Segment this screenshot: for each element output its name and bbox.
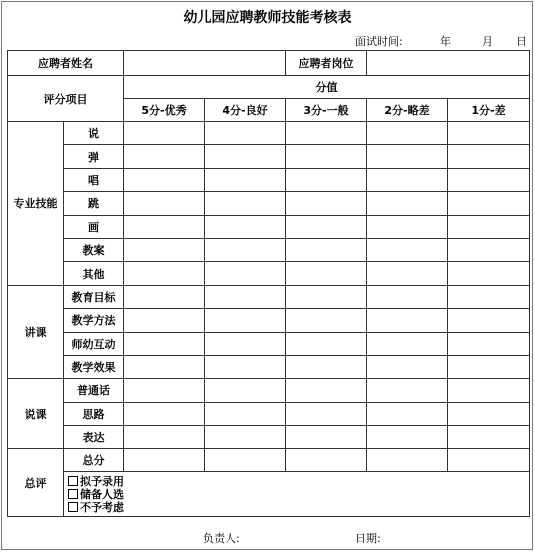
score-cell[interactable] <box>124 145 205 168</box>
score-cell[interactable] <box>205 309 286 332</box>
score-cell[interactable] <box>367 238 448 261</box>
item-row <box>8 309 530 332</box>
score-cell[interactable] <box>124 238 205 261</box>
score-cell[interactable] <box>367 355 448 378</box>
decision-options <box>64 472 530 517</box>
item-label: 画 <box>64 215 124 238</box>
item-row <box>8 332 530 355</box>
score-cell[interactable] <box>448 262 530 285</box>
item-row <box>8 168 530 191</box>
applicant-name-label: 应聘者姓名 <box>8 51 124 76</box>
score-cell[interactable] <box>124 168 205 191</box>
applicant-name-field[interactable] <box>124 51 286 76</box>
score-cell[interactable] <box>205 285 286 308</box>
item-label: 教学方法 <box>64 309 124 332</box>
section-label: 讲课 <box>8 285 64 379</box>
score-cell[interactable] <box>286 262 367 285</box>
score-level-5: 5分-优秀 <box>124 99 205 122</box>
item-label: 弹 <box>64 145 124 168</box>
assessment-table <box>7 50 530 517</box>
item-label: 教学效果 <box>64 355 124 378</box>
total-score-label: 总分 <box>64 449 124 472</box>
item-row <box>8 285 530 308</box>
interview-day-label: 日 <box>516 35 527 48</box>
item-row <box>8 192 530 215</box>
score-cell[interactable] <box>124 262 205 285</box>
item-label: 教育目标 <box>64 285 124 308</box>
decision-option-reserve[interactable]: 储备人选 <box>68 488 529 501</box>
score-cell[interactable] <box>448 426 530 449</box>
score-cell[interactable] <box>286 355 367 378</box>
score-cell[interactable] <box>448 168 530 191</box>
score-cell[interactable] <box>448 238 530 261</box>
item-row <box>8 262 530 285</box>
score-cell[interactable] <box>367 332 448 355</box>
section-label: 说课 <box>8 379 64 449</box>
score-cell[interactable] <box>448 122 530 145</box>
score-cell[interactable] <box>367 309 448 332</box>
score-cell[interactable] <box>205 402 286 425</box>
date-label: 日期: <box>355 532 381 545</box>
item-row <box>8 145 530 168</box>
total-score-row <box>8 449 530 472</box>
score-cell[interactable] <box>124 332 205 355</box>
score-cell[interactable] <box>205 238 286 261</box>
score-header-row <box>8 76 530 99</box>
score-cell[interactable] <box>286 168 367 191</box>
score-cell[interactable] <box>448 192 530 215</box>
score-cell[interactable] <box>286 426 367 449</box>
applicant-row <box>8 51 530 76</box>
score-cell[interactable] <box>124 309 205 332</box>
checkbox-icon[interactable] <box>68 502 78 512</box>
score-cell[interactable] <box>205 332 286 355</box>
score-cell[interactable] <box>367 168 448 191</box>
score-cell[interactable] <box>205 192 286 215</box>
score-cell[interactable] <box>448 309 530 332</box>
score-cell[interactable] <box>367 145 448 168</box>
score-cell[interactable] <box>367 262 448 285</box>
item-label: 教案 <box>64 238 124 261</box>
score-cell[interactable] <box>124 426 205 449</box>
score-cell[interactable] <box>286 379 367 402</box>
score-cell[interactable] <box>448 332 530 355</box>
score-cell[interactable] <box>367 285 448 308</box>
score-cell[interactable] <box>286 402 367 425</box>
score-cell[interactable] <box>205 122 286 145</box>
score-level-3: 3分-一般 <box>286 99 367 122</box>
score-cell[interactable] <box>286 238 367 261</box>
score-cell[interactable] <box>286 309 367 332</box>
score-cell[interactable] <box>124 402 205 425</box>
item-label: 说 <box>64 122 124 145</box>
score-cell[interactable] <box>124 449 205 472</box>
decision-option-reject[interactable]: 不予考虑 <box>68 501 529 514</box>
decision-row <box>8 472 530 517</box>
item-label: 师幼互动 <box>64 332 124 355</box>
summary-section-label: 总评 <box>8 449 64 517</box>
item-row <box>8 238 530 261</box>
decision-option-hire[interactable]: 拟予录用 <box>68 475 529 488</box>
checkbox-icon[interactable] <box>68 489 78 499</box>
applicant-position-field[interactable] <box>367 51 530 76</box>
score-cell[interactable] <box>205 426 286 449</box>
interview-time-label: 面试时间: <box>355 35 403 48</box>
score-cell[interactable] <box>124 122 205 145</box>
item-label: 其他 <box>64 262 124 285</box>
form-title: 幼儿园应聘教师技能考核表 <box>183 10 352 26</box>
score-cell[interactable] <box>205 449 286 472</box>
interview-month-label: 月 <box>482 35 493 48</box>
score-cell[interactable] <box>205 168 286 191</box>
score-level-1: 1分-差 <box>448 99 530 122</box>
score-level-4: 4分-良好 <box>205 99 286 122</box>
score-cell[interactable] <box>367 426 448 449</box>
score-cell[interactable] <box>124 285 205 308</box>
checkbox-icon[interactable] <box>68 476 78 486</box>
score-header: 分值 <box>124 76 530 99</box>
score-cell[interactable] <box>286 192 367 215</box>
score-cell[interactable] <box>367 215 448 238</box>
score-cell[interactable] <box>448 285 530 308</box>
score-cell[interactable] <box>124 355 205 378</box>
score-cell[interactable] <box>286 122 367 145</box>
score-cell[interactable] <box>124 215 205 238</box>
score-cell[interactable] <box>367 379 448 402</box>
score-cell[interactable] <box>448 402 530 425</box>
score-cell[interactable] <box>367 402 448 425</box>
score-cell[interactable] <box>124 379 205 402</box>
item-row <box>8 355 530 378</box>
score-cell[interactable] <box>286 285 367 308</box>
score-cell[interactable] <box>205 145 286 168</box>
item-label: 表达 <box>64 426 124 449</box>
score-cell[interactable] <box>448 379 530 402</box>
interview-year-label: 年 <box>440 35 451 48</box>
item-row <box>8 402 530 425</box>
score-cell[interactable] <box>448 215 530 238</box>
item-row <box>8 379 530 402</box>
score-cell[interactable] <box>448 145 530 168</box>
applicant-position-label: 应聘者岗位 <box>286 51 367 76</box>
score-cell[interactable] <box>286 215 367 238</box>
score-cell[interactable] <box>367 122 448 145</box>
score-cell[interactable] <box>205 355 286 378</box>
score-cell[interactable] <box>286 145 367 168</box>
score-cell[interactable] <box>205 379 286 402</box>
item-label: 唱 <box>64 168 124 191</box>
score-level-2: 2分-略差 <box>367 99 448 122</box>
score-cell[interactable] <box>367 192 448 215</box>
item-row <box>8 122 530 145</box>
score-cell[interactable] <box>205 215 286 238</box>
item-row <box>8 426 530 449</box>
score-cell[interactable] <box>367 449 448 472</box>
item-label: 跳 <box>64 192 124 215</box>
item-label: 普通话 <box>64 379 124 402</box>
responsible-person-label: 负责人: <box>203 532 240 545</box>
score-cell[interactable] <box>286 332 367 355</box>
score-cell[interactable] <box>286 449 367 472</box>
scoring-item-header: 评分项目 <box>8 76 124 122</box>
item-row <box>8 215 530 238</box>
score-cell[interactable] <box>205 262 286 285</box>
item-label: 思路 <box>64 402 124 425</box>
section-label: 专业技能 <box>8 122 64 286</box>
score-cell[interactable] <box>124 192 205 215</box>
score-cell[interactable] <box>448 449 530 472</box>
score-cell[interactable] <box>448 355 530 378</box>
